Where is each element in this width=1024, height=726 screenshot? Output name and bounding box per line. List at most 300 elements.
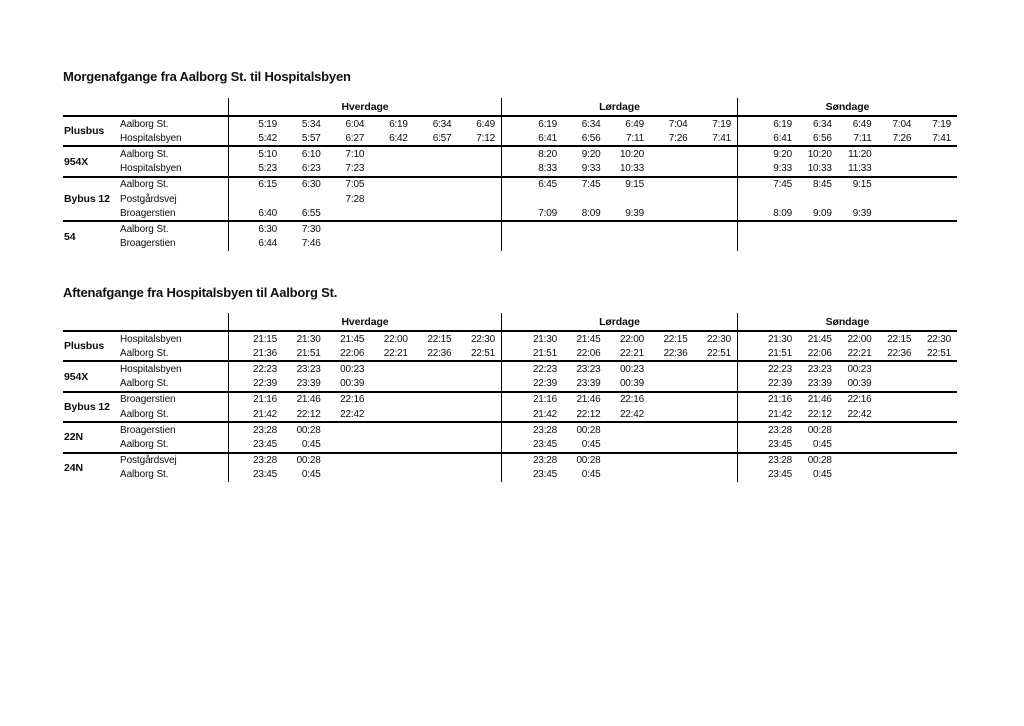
time-cell [414, 192, 458, 206]
time-cell [414, 393, 458, 407]
time-cell: 23:45 [501, 437, 563, 451]
time-cell: 21:51 [296, 347, 321, 359]
time-cell [370, 237, 414, 251]
time-cell [457, 147, 501, 161]
time-cell [877, 437, 917, 451]
time-cell [650, 393, 694, 407]
stop-name: Aalborg St. [120, 469, 169, 481]
time-cell: 23:45 [228, 437, 283, 451]
time-cell: 22:12 [296, 408, 321, 420]
page-title-evening-departures: Aftenafgange fra Hospitalsbyen til Aalborg St. [63, 285, 338, 300]
time-cell [457, 222, 501, 236]
time-cell: 21:51 [737, 346, 798, 360]
time-cell: 00:28 [576, 455, 601, 467]
time-cell: 6:42 [389, 132, 408, 144]
line-group [63, 222, 957, 250]
time-cell [370, 454, 414, 468]
time-cell: 00:39 [619, 378, 644, 390]
time-cell [877, 377, 917, 391]
time-cell [650, 362, 694, 376]
time-cell [693, 393, 737, 407]
time-cell [370, 393, 414, 407]
time-cell: 22:30 [470, 333, 495, 345]
time-cell: 21:15 [228, 332, 283, 346]
time-cell: 00:39 [847, 378, 872, 390]
time-cell [650, 377, 694, 391]
time-cell [838, 192, 878, 206]
time-cell: 21:36 [228, 346, 283, 360]
time-cell: 21:30 [737, 332, 798, 346]
time-cell [414, 377, 458, 391]
time-cell [370, 206, 414, 220]
time-cell [798, 237, 838, 251]
time-cell: 7:26 [668, 132, 688, 144]
time-cell: 7:19 [712, 118, 731, 130]
time-cell: 7:23 [345, 163, 365, 175]
time-cell: 21:30 [501, 332, 563, 346]
time-cell [563, 192, 607, 206]
time-cell: 10:33 [807, 163, 832, 175]
line-name: 954X [64, 370, 89, 383]
stop-name: Broagerstien [120, 394, 176, 406]
time-cell [877, 237, 917, 251]
time-cell [917, 162, 957, 176]
time-cell [327, 437, 371, 451]
time-cell [693, 237, 737, 251]
time-cell [501, 192, 563, 206]
time-cell: 7:04 [668, 118, 688, 130]
time-cell: 21:46 [807, 394, 832, 406]
stop-name: Postgårdsvej [120, 193, 177, 205]
time-cell: 7:04 [892, 118, 912, 130]
time-cell: 22:39 [501, 377, 563, 391]
time-cell [414, 178, 458, 192]
time-cell [877, 362, 917, 376]
time-cell: 6:04 [345, 118, 365, 130]
time-cell [917, 407, 957, 421]
time-cell: 22:36 [427, 347, 452, 359]
time-cell: 00:23 [340, 363, 365, 375]
time-cell: 7:45 [581, 179, 601, 191]
time-cell [327, 206, 371, 220]
time-cell: 5:10 [228, 147, 283, 161]
time-cell: 22:06 [576, 347, 601, 359]
time-cell [838, 423, 878, 437]
time-cell [370, 407, 414, 421]
time-cell: 6:56 [813, 132, 832, 144]
line-name: Plusbus [64, 125, 105, 138]
time-cell: 22:15 [663, 333, 688, 345]
time-cell: 0:45 [301, 469, 321, 481]
header-spacer [63, 313, 228, 330]
time-cell [414, 237, 458, 251]
time-cell: 23:23 [296, 363, 321, 375]
time-cell: 6:44 [228, 237, 283, 251]
time-cell [877, 162, 917, 176]
time-cell: 0:45 [581, 469, 601, 481]
time-cell: 22:23 [737, 362, 798, 376]
line-group [63, 147, 957, 177]
time-cell: 22:06 [340, 347, 365, 359]
time-cell: 22:42 [619, 408, 644, 420]
time-cell [917, 437, 957, 451]
time-cell [693, 206, 737, 220]
time-cell: 22:51 [470, 347, 495, 359]
time-cell [693, 454, 737, 468]
time-cell: 6:49 [852, 118, 872, 130]
time-cell [650, 237, 694, 251]
time-cell: 00:23 [619, 363, 644, 375]
time-cell: 7:09 [501, 206, 563, 220]
time-cell: 10:20 [619, 148, 644, 160]
time-cell: 21:42 [737, 407, 798, 421]
time-cell [650, 192, 694, 206]
time-cell [650, 468, 694, 482]
line-group [63, 362, 957, 392]
time-cell [414, 468, 458, 482]
time-cell [650, 222, 694, 236]
time-cell: 00:28 [807, 455, 832, 467]
day-group-header: Søndage [737, 313, 957, 330]
time-cell [414, 362, 458, 376]
time-cell: 23:45 [501, 468, 563, 482]
time-cell [327, 423, 371, 437]
time-cell: 8:09 [581, 207, 601, 219]
time-cell: 22:51 [926, 347, 951, 359]
time-cell [370, 222, 414, 236]
time-cell [737, 237, 798, 251]
time-cell: 6:19 [737, 117, 798, 131]
time-cell: 7:28 [345, 193, 365, 205]
time-cell [917, 454, 957, 468]
time-cell [877, 468, 917, 482]
time-cell: 6:19 [501, 117, 563, 131]
stop-name: Hospitalsbyen [120, 163, 182, 175]
stop-name: Aalborg St. [120, 118, 169, 130]
time-cell [457, 454, 501, 468]
time-cell: 22:23 [228, 362, 283, 376]
time-cell: 0:45 [813, 438, 832, 450]
time-cell [737, 222, 798, 236]
stop-name: Aalborg St. [120, 179, 169, 191]
time-cell [414, 454, 458, 468]
page-title-morning-departures: Morgenafgange fra Aalborg St. til Hospitalsbyen [63, 69, 351, 84]
time-cell: 22:30 [926, 333, 951, 345]
time-cell: 22:00 [847, 333, 872, 345]
time-cell: 21:45 [340, 333, 365, 345]
time-cell: 8:20 [501, 147, 563, 161]
time-cell: 11:33 [848, 163, 872, 175]
time-cell: 22:16 [340, 394, 365, 406]
time-cell [457, 407, 501, 421]
time-cell: 7:41 [932, 132, 951, 144]
stop-name: Aalborg St. [120, 223, 169, 235]
line-name: Bybus 12 [64, 400, 110, 413]
time-cell: 7:19 [932, 118, 951, 130]
time-cell: 6:30 [228, 222, 283, 236]
time-cell: 6:41 [737, 131, 798, 145]
time-cell [798, 222, 838, 236]
time-cell: 9:20 [581, 148, 601, 160]
time-cell [737, 192, 798, 206]
time-cell [457, 468, 501, 482]
time-cell [877, 407, 917, 421]
time-cell [327, 237, 371, 251]
time-cell [693, 423, 737, 437]
time-cell: 22:51 [706, 347, 731, 359]
line-group [63, 423, 957, 453]
time-cell [414, 423, 458, 437]
time-cell [650, 178, 694, 192]
day-group-header: Hverdage [228, 98, 501, 115]
time-cell: 21:30 [296, 333, 321, 345]
time-cell: 21:46 [296, 394, 321, 406]
time-cell: 6:57 [432, 132, 452, 144]
time-cell: 8:45 [813, 179, 832, 191]
time-cell: 7:12 [476, 132, 495, 144]
time-cell [606, 437, 650, 451]
time-cell: 5:23 [228, 162, 283, 176]
time-cell [650, 206, 694, 220]
time-cell: 23:28 [737, 454, 798, 468]
time-cell: 21:45 [576, 333, 601, 345]
time-cell [327, 222, 371, 236]
time-cell [414, 222, 458, 236]
time-cell [457, 393, 501, 407]
time-cell: 22:23 [501, 362, 563, 376]
stop-name: Broagerstien [120, 207, 176, 219]
time-cell [917, 393, 957, 407]
time-cell: 5:42 [228, 131, 283, 145]
time-cell [457, 237, 501, 251]
stop-name: Hospitalsbyen [120, 333, 182, 345]
time-cell [693, 437, 737, 451]
time-cell [693, 147, 737, 161]
time-cell: 0:45 [301, 438, 321, 450]
time-cell: 6:40 [228, 206, 283, 220]
time-cell: 9:09 [813, 207, 832, 219]
time-cell [563, 237, 607, 251]
time-cell [414, 407, 458, 421]
time-cell [327, 454, 371, 468]
time-cell: 23:28 [228, 423, 283, 437]
time-cell: 10:33 [619, 163, 644, 175]
time-cell: 22:36 [663, 347, 688, 359]
time-cell: 11:20 [848, 148, 872, 160]
time-cell: 5:57 [301, 132, 321, 144]
time-cell [370, 423, 414, 437]
time-cell: 6:49 [476, 118, 495, 130]
timetable-evening [63, 313, 957, 482]
stop-name: Aalborg St. [120, 378, 169, 390]
stop-name: Postgårdsvej [120, 455, 177, 467]
time-cell [877, 206, 917, 220]
time-cell: 21:46 [576, 394, 601, 406]
time-cell: 6:30 [301, 179, 321, 191]
time-cell [917, 468, 957, 482]
time-cell [606, 454, 650, 468]
time-cell: 9:33 [737, 162, 798, 176]
time-cell [370, 178, 414, 192]
time-cell: 6:27 [345, 132, 365, 144]
time-cell [693, 192, 737, 206]
time-cell [693, 222, 737, 236]
stop-name: Broagerstien [120, 238, 176, 250]
time-cell: 00:28 [576, 424, 601, 436]
time-cell [917, 377, 957, 391]
time-cell: 21:42 [228, 407, 283, 421]
time-cell: 23:45 [737, 437, 798, 451]
time-cell [414, 437, 458, 451]
time-cell: 23:28 [501, 423, 563, 437]
time-cell: 6:34 [581, 118, 601, 130]
time-cell: 22:36 [887, 347, 912, 359]
time-cell [650, 423, 694, 437]
time-cell [228, 192, 283, 206]
time-cell [693, 178, 737, 192]
time-cell [457, 162, 501, 176]
time-cell: 6:49 [625, 118, 644, 130]
time-cell [917, 178, 957, 192]
time-cell: 9:39 [852, 207, 872, 219]
time-cell: 6:23 [301, 163, 321, 175]
time-cell [838, 222, 878, 236]
time-cell [370, 437, 414, 451]
time-cell: 23:45 [737, 468, 798, 482]
time-cell [370, 147, 414, 161]
time-cell: 23:39 [576, 378, 601, 390]
line-name: 22N [64, 431, 83, 444]
time-cell: 6:10 [301, 148, 321, 160]
time-cell [457, 437, 501, 451]
time-cell [693, 377, 737, 391]
time-cell [563, 222, 607, 236]
time-cell: 22:39 [737, 377, 798, 391]
time-cell: 22:00 [383, 333, 408, 345]
line-name: Bybus 12 [64, 193, 110, 206]
time-cell [414, 206, 458, 220]
time-cell: 8:33 [501, 162, 563, 176]
time-cell: 7:46 [301, 238, 321, 250]
time-cell [606, 192, 650, 206]
time-cell [501, 222, 563, 236]
time-cell: 21:51 [501, 346, 563, 360]
time-cell [327, 468, 371, 482]
time-cell: 6:19 [389, 118, 408, 130]
stop-name: Broagerstien [120, 424, 176, 436]
line-group [63, 117, 957, 147]
time-cell: 7:45 [737, 178, 798, 192]
time-cell: 9:39 [625, 207, 644, 219]
time-cell: 00:28 [296, 455, 321, 467]
time-cell: 9:15 [852, 179, 872, 191]
time-cell [693, 468, 737, 482]
time-cell: 23:45 [228, 468, 283, 482]
time-cell: 7:26 [892, 132, 912, 144]
time-cell: 7:30 [301, 223, 321, 235]
time-cell: 6:45 [501, 178, 563, 192]
time-cell [917, 147, 957, 161]
time-cell [838, 468, 878, 482]
time-cell: 6:56 [581, 132, 601, 144]
time-cell: 5:34 [301, 118, 321, 130]
time-cell [693, 162, 737, 176]
time-cell [877, 147, 917, 161]
time-cell: 22:21 [847, 347, 872, 359]
time-cell [917, 222, 957, 236]
time-cell [650, 147, 694, 161]
time-cell: 6:34 [432, 118, 452, 130]
time-cell [457, 423, 501, 437]
time-cell [917, 423, 957, 437]
time-cell: 22:15 [887, 333, 912, 345]
time-cell [457, 206, 501, 220]
line-group [63, 178, 957, 223]
time-cell: 0:45 [581, 438, 601, 450]
time-cell: 7:11 [626, 132, 644, 144]
time-cell: 6:55 [301, 207, 321, 219]
time-cell [693, 407, 737, 421]
time-cell [370, 468, 414, 482]
time-cell [370, 362, 414, 376]
time-cell [693, 362, 737, 376]
time-cell: 21:16 [501, 393, 563, 407]
time-cell [606, 468, 650, 482]
time-cell [606, 423, 650, 437]
time-cell: 0:45 [813, 469, 832, 481]
day-group-header: Hverdage [228, 313, 501, 330]
header-spacer [63, 98, 228, 115]
time-cell [606, 237, 650, 251]
time-cell [414, 147, 458, 161]
time-cell [838, 437, 878, 451]
time-cell: 7:05 [345, 179, 365, 191]
time-cell [877, 423, 917, 437]
stop-name: Aalborg St. [120, 408, 169, 420]
time-cell: 8:09 [737, 206, 798, 220]
time-cell: 22:12 [807, 408, 832, 420]
time-cell [877, 178, 917, 192]
time-cell: 23:39 [296, 378, 321, 390]
time-cell [877, 192, 917, 206]
time-cell [457, 377, 501, 391]
time-cell: 6:34 [813, 118, 832, 130]
time-cell [457, 362, 501, 376]
time-cell [370, 192, 414, 206]
time-cell [877, 393, 917, 407]
time-cell [838, 237, 878, 251]
time-cell: 5:19 [228, 117, 283, 131]
time-cell: 00:39 [340, 378, 365, 390]
time-cell: 21:16 [228, 393, 283, 407]
stop-name: Aalborg St. [120, 347, 169, 359]
time-cell: 22:00 [619, 333, 644, 345]
time-cell: 7:41 [712, 132, 731, 144]
time-cell: 21:42 [501, 407, 563, 421]
stop-name: Hospitalsbyen [120, 363, 182, 375]
time-cell [606, 222, 650, 236]
line-group [63, 454, 957, 482]
time-cell [650, 454, 694, 468]
time-cell: 21:45 [807, 333, 832, 345]
time-cell: 23:23 [576, 363, 601, 375]
time-cell: 22:15 [427, 333, 452, 345]
time-cell: 23:39 [807, 378, 832, 390]
time-cell: 6:41 [501, 131, 563, 145]
time-cell [650, 162, 694, 176]
time-cell: 9:33 [581, 163, 601, 175]
time-cell: 23:28 [501, 454, 563, 468]
